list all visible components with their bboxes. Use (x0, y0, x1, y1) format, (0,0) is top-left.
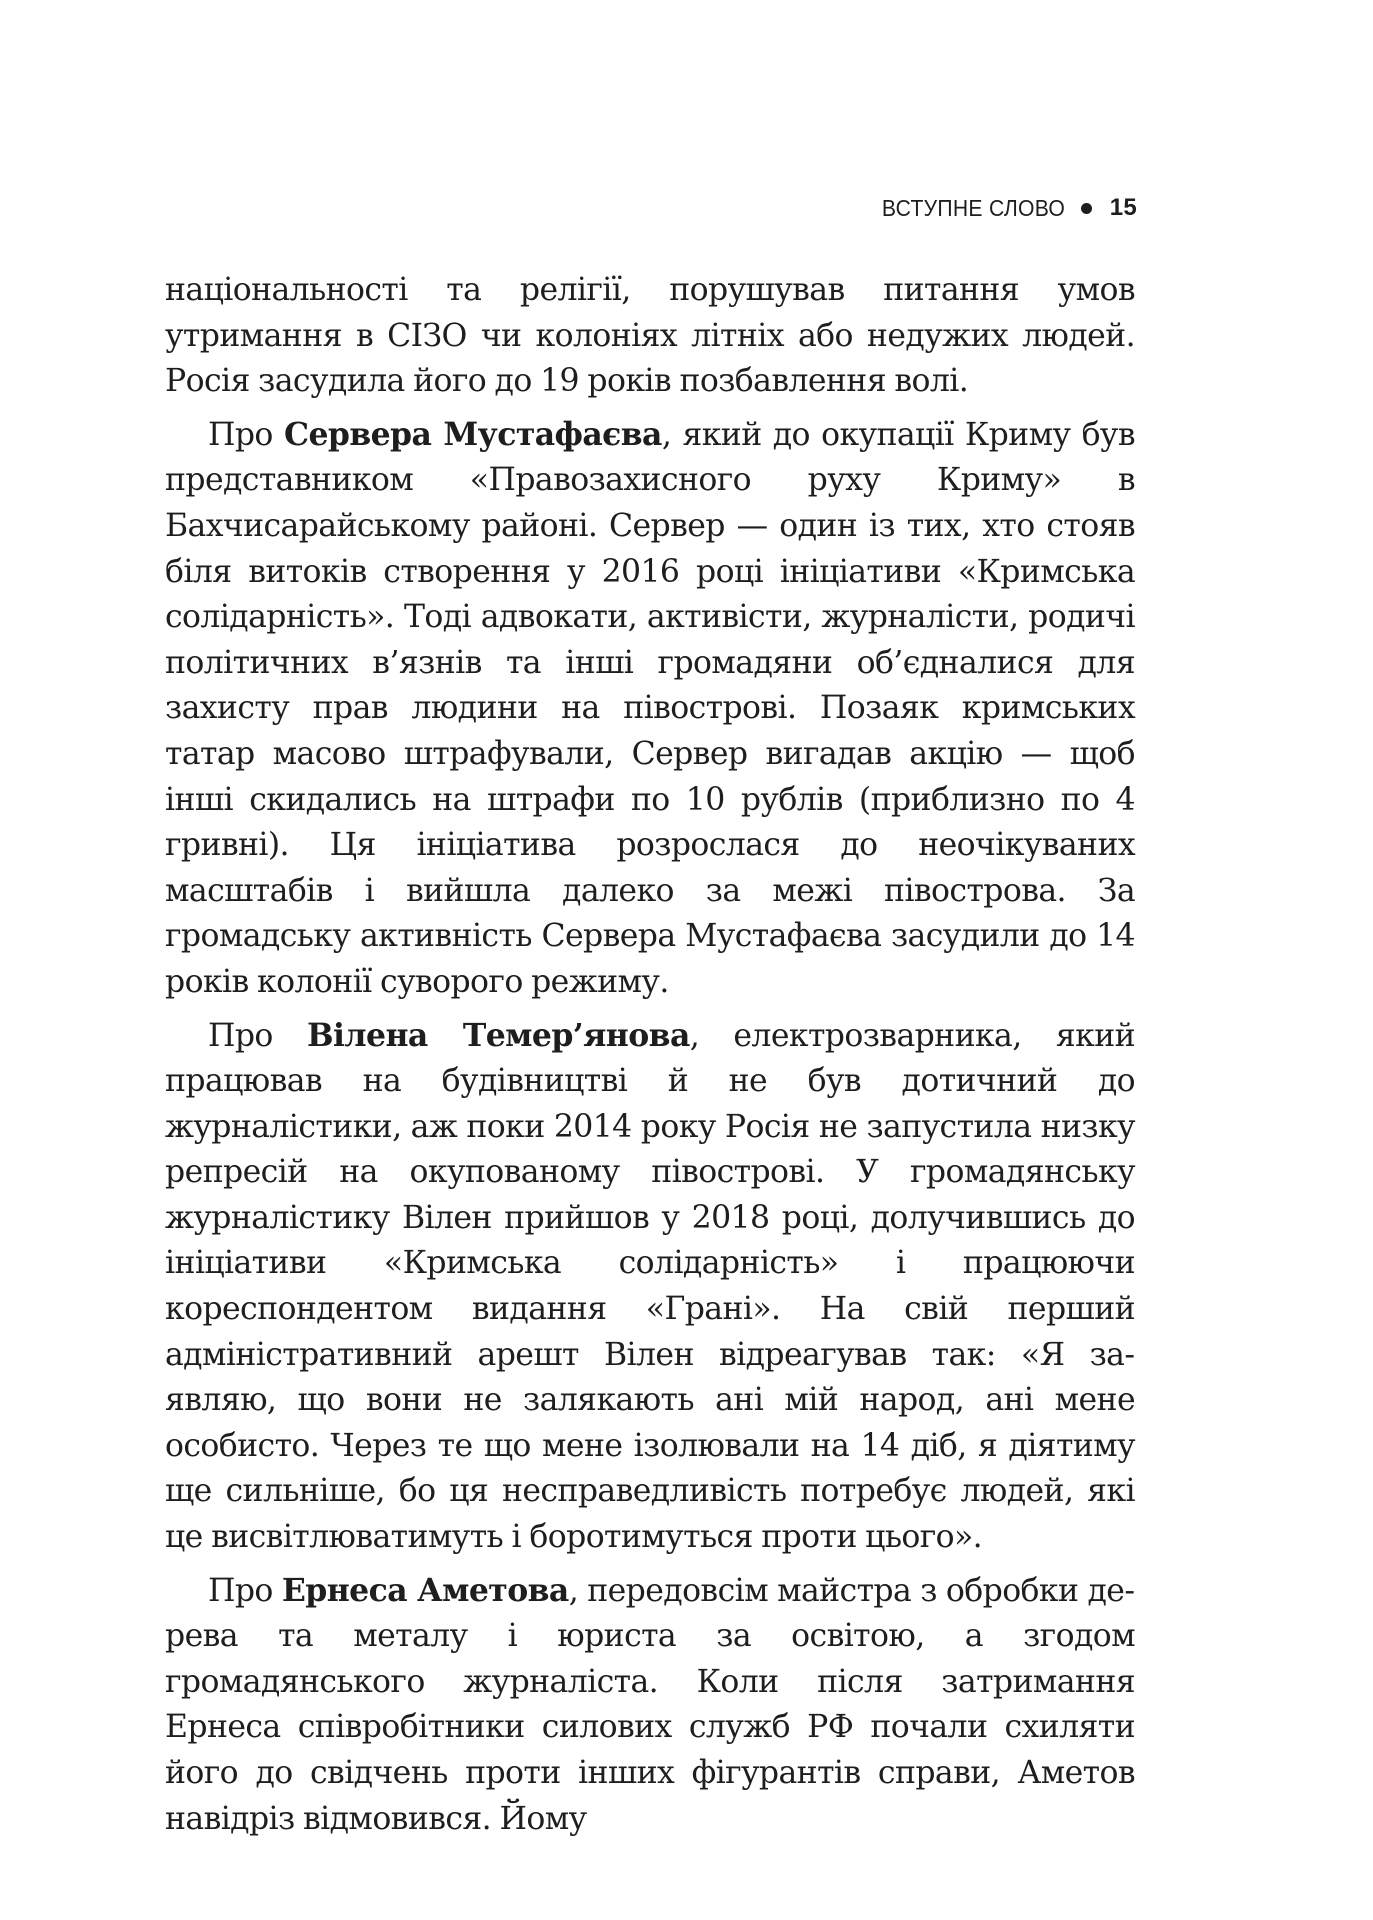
paragraph-text: , який до окупації Криму був представником «Правозахисного руху Криму» в Бахчисарайському районі. Сервер — один із тих, хто стояв біля витоків створення у 2016 році ініціативи «Кримська солідарність». Тоді адвокати, активісти, журналісти, родичі політичних в’язнів та інші громадяни об’єдналися для захисту прав людини на півострові. Позаяк кримських татар масово штрафували, Сервер вигадав акцію — щоб інші скидались на штрафи по 10 рублів (приблизно по 4 гривні). Ця ініціатива розрослася до неочікуваних масштабів і вийшла далеко за межі півострова. За громадську активність Сервера Мустафаєва засудили до 14 років колонії суворого режиму. (165, 416, 1136, 1000)
paragraph-text: , передовсім майстра з обробки дерева та металу і юриста за освітою, а згодом громадянського журналіста. Коли після затримання Ернеса співробітники силових служб РФ почали схиляти його до свідчень проти інших фігурантів справи, Аметов навідріз відмовився. Йому (165, 1572, 1135, 1837)
person-name: Ернеса Аметова (281, 1571, 569, 1609)
paragraph-mustafaiev (165, 412, 1135, 1006)
paragraph-ametov (165, 1568, 1135, 1843)
paragraph-intro: Про (208, 1017, 307, 1054)
person-name: Вілена Темер’янова (307, 1016, 690, 1054)
running-head-section-title: ВСТУПНЕ СЛОВО (881, 195, 1065, 221)
paragraph-intro: Про (208, 416, 284, 453)
page-number: 15 (1109, 194, 1137, 221)
paragraph-text: , електрозварника, який працював на будівництві й не був дотичний до журналістики, аж поки 2014 року Росія не запустила низку репресій на окупованому півострові. У громадянську журналістику Вілен прийшов у 2018 році, долучившись до ініціативи «Кримська солідарність» і працюючи кореспондентом видання «Грані». На свій перший адміністративний арешт Вілен відреагував так: «Я заявляю, що вони не залякають ані мій народ, ані мене особисто. Через те що мене ізолювали на 14 діб, я діятиму ще сильніше, бо ця несправедливість потребує людей, які це висвітлюватимуть і боротимуться проти цього». (165, 1017, 1135, 1556)
running-head (866, 193, 1137, 223)
person-name: Сервера Мустафаєва (283, 415, 662, 453)
body-text (165, 268, 1135, 1849)
paragraph-continuation (165, 268, 1135, 405)
paragraph-intro: Про (208, 1572, 282, 1609)
paragraph-text: національності та релігії, порушував питання умов утримання в СІЗО чи колоніях літніх або недужих людей. Росія засудила його до 19 років позбавлення волі. (165, 272, 1135, 400)
bullet-separator-icon (1081, 203, 1092, 214)
paragraph-temerianov (165, 1013, 1135, 1561)
